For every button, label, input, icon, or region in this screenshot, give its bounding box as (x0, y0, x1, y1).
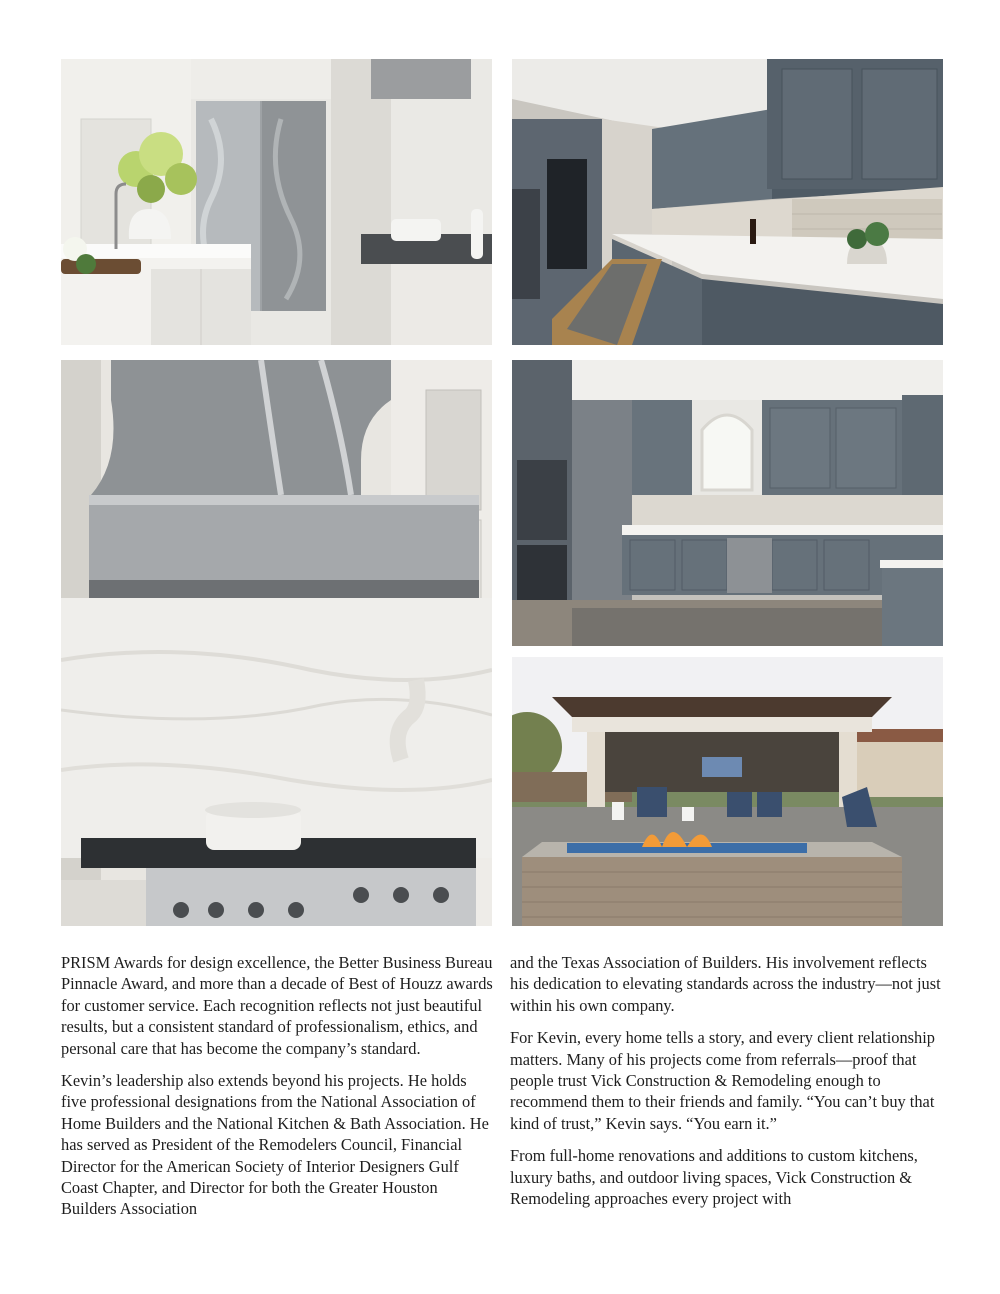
article-column-left (61, 952, 493, 1231)
article-paragraph: For Kevin, every home tells a story, and every client relationship matters. Many of his projects come from referrals—proof that people trust Vick Construction & Remodeling enough to recommend them to their friends and family. “You can’t buy that kind of trust,” Kevin says. “You earn it.” (510, 1028, 935, 1133)
outdoor-pavilion-photo (512, 657, 943, 926)
article-paragraph: and the Texas Association of Builders. His involvement reflects his dedication to elevating standards across the industry—not just within his own company. (510, 953, 941, 1015)
article-paragraph: PRISM Awards for design excellence, the Better Business Bureau Pinnacle Award, and more than a decade of Best of Houzz awards for customer service. Each recognition reflects not just beautiful results, but a consistent standard of professionalism, ethics, and personal care that has become the company’s standard. (61, 953, 493, 1058)
gray-kitchen-corner-illustration (512, 59, 943, 345)
gray-kitchen-window-photo (512, 360, 943, 646)
article-paragraph: Kevin’s leadership also extends beyond his projects. He holds five professional designations from the National Association of Home Builders and the National Kitchen & Bath Association. He has served as President of the Remodelers Council, Financial Director for the American Society of Interior Designers Gulf Coast Chapter, and Director for both the Greater Houston Builders Association (61, 1071, 489, 1219)
outdoor-pavilion-illustration (512, 657, 943, 926)
range-hood-illustration (61, 360, 492, 926)
range-hood-photo (61, 360, 492, 926)
article-column-right (510, 952, 946, 1220)
kitchen-island-illustration (61, 59, 492, 345)
article-paragraph: From full-home renovations and additions to custom kitchens, luxury baths, and outdoor living spaces, Vick Construction & Remodeling approaches every project with (510, 1146, 918, 1209)
gray-kitchen-window-illustration (512, 360, 943, 646)
gray-kitchen-corner-photo (512, 59, 943, 345)
kitchen-island-photo (61, 59, 492, 345)
